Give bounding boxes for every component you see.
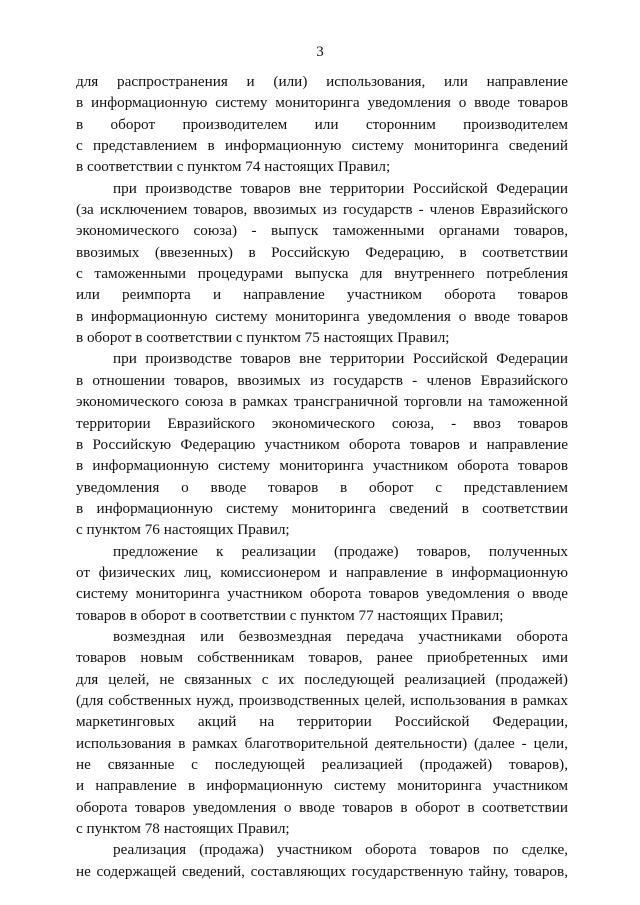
text-line: ввозимых (ввезенных) в Российскую Федерацию, в соответствии [76,243,568,261]
text-line: и направление в информационную систему мониторинга участником [76,777,568,795]
text-line: уведомления о вводе товаров в оборот с представлением [76,478,568,496]
text-line: территории Евразийского экономического союза, - ввоз товаров [76,414,568,432]
text-line: в информационную систему мониторинга сведений в соответствии [76,499,568,517]
text-line: в Российскую Федерацию участником оборота товаров и направление [76,435,568,453]
text-line: использования в рамках благотворительной деятельности) (далее - цели, [76,734,568,752]
text-line: (за исключением товаров, ввозимых из государств - членов Евразийского [76,201,568,219]
text-line: с пунктом 78 настоящих Правил; [76,820,290,838]
body-text [76,71,568,882]
text-line: в отношении товаров, ввозимых из государств - членов Евразийского [76,371,568,389]
text-line: не связанные с последующей реализацией (продажей) товаров), [76,756,568,773]
paragraph-first-line: возмездная или безвозмездная передача участниками оборота [113,627,568,645]
text-line: экономического союза в рамках трансграничной торговли на таможенной [76,393,568,411]
paragraph-first-line: при производстве товаров вне территории Российской Федерации [113,179,568,197]
paragraph-first-line: при производстве товаров вне территории Российской Федерации [113,350,568,368]
text-line: экономического союза) - выпуск таможенными органами товаров, [76,222,568,240]
text-line: с пунктом 76 настоящих Правил; [76,521,290,539]
text-line: систему мониторинга участником оборота товаров уведомления о вводе [76,585,568,603]
text-line: в информационную систему мониторинга уведомления о вводе товаров [76,94,568,112]
text-line: в информационную систему мониторинга уведомления о вводе товаров [76,307,568,325]
text-line: для распространения и (или) использования, или направление [76,73,568,90]
text-line: оборота товаров уведомления о вводе товаров в оборот в соответствии [76,798,568,816]
text-line: для целей, не связанных с их последующей реализацией (продажей) [76,670,568,688]
text-line: (для собственных нужд, производственных целей, использования в рамках [76,691,568,709]
text-line: в соответствии с пунктом 74 настоящих Правил; [76,158,391,176]
paragraph-first-line: реализация (продажа) участником оборота товаров по сделке, [113,841,568,859]
text-line: в оборот в соответствии с пунктом 75 настоящих Правил; [76,329,450,347]
text-line: или реимпорта и направление участником оборота товаров [76,286,568,304]
page-number: 3 [316,44,324,60]
text-line: от физических лиц, комиссионером и направление в информационную [76,563,568,581]
text-line: не содержащей сведений, составляющих государственную тайну, товаров, [76,862,568,880]
text-line: товаров новым собственникам товаров, ранее приобретенных ими [76,649,568,667]
text-line: с таможенными процедурами выпуска для внутреннего потребления [76,265,568,283]
paragraph-first-line: предложение к реализации (продаже) товаров, полученных [113,542,568,560]
text-line: с представлением в информационную систему мониторинга сведений [76,137,568,155]
text-line: товаров в оборот в соответствии с пунктом 77 настоящих Правил; [76,606,504,624]
text-line: в оборот производителем или сторонним производителем [76,115,568,133]
text-line: маркетинговых акций на территории Российской Федерации, [76,713,568,731]
text-line: в информационную систему мониторинга участником оборота товаров [76,457,568,475]
